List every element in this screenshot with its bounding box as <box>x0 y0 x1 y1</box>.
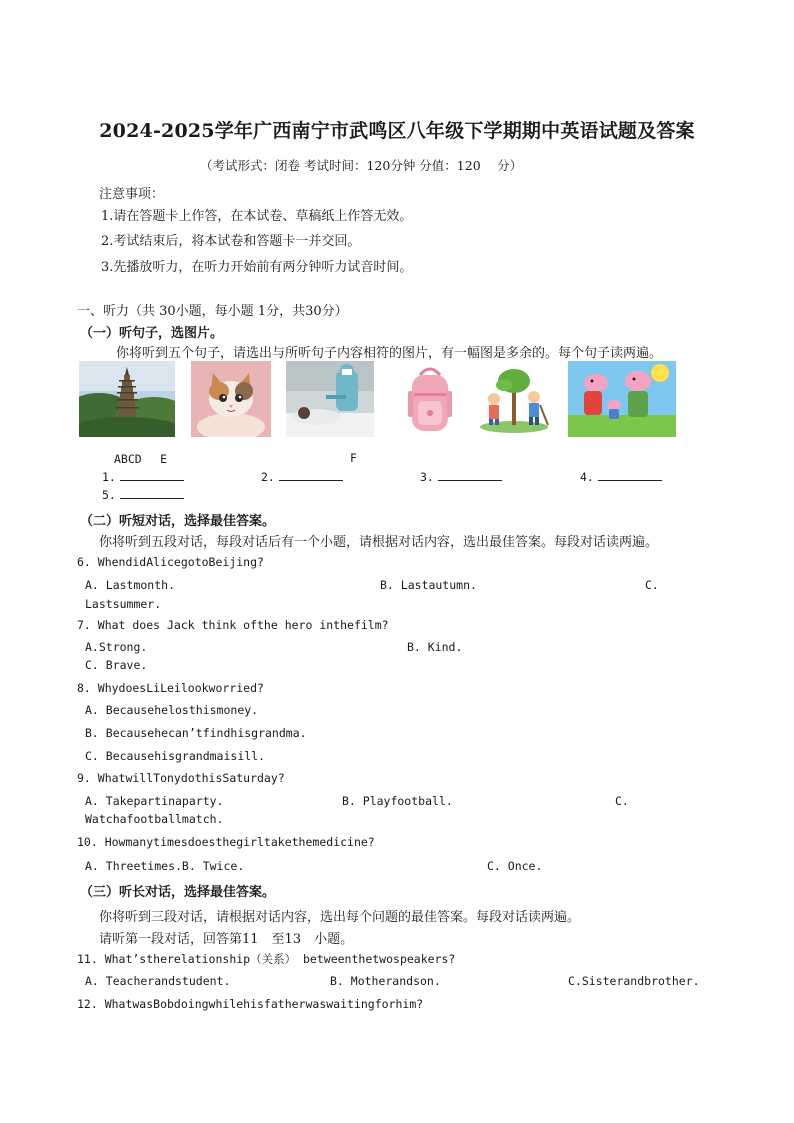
pagoda-on-hill-image <box>79 361 175 437</box>
q9-option-a[interactable]: A. Takepartinaparty. <box>85 794 224 808</box>
part3-instruction-2: 请听第一段对话，回答第11 至13 小题。 <box>99 932 354 947</box>
question-10: 10. Howmanytimesdoesthegirltakethemedicine? <box>77 835 375 849</box>
answer-blank-5[interactable]: 5. <box>102 487 184 502</box>
question-9: 9. WhatwillTonydothisSaturday? <box>77 771 285 785</box>
note-item: 2.考试结束后，将本试卷和答题卡一并交回。 <box>101 234 361 249</box>
note-item: 3.先播放听力，在听力开始前有两分钟听力试音时间。 <box>101 260 413 275</box>
q7-option-c[interactable]: C. Brave. <box>85 658 148 672</box>
q9-option-b[interactable]: B. Playfootball. <box>342 794 453 808</box>
question-8: 8. WhydoesLiLeilookworried? <box>77 681 264 695</box>
question-7: 7. What does Jack think ofthe hero inthefilm? <box>77 618 389 632</box>
q10-option-c[interactable]: C. Once. <box>487 859 543 873</box>
q7-option-b[interactable]: B. Kind. <box>407 640 463 654</box>
question-12: 12. WhatwasBobdoingwhilehisfatherwaswaitingforhim? <box>77 997 424 1011</box>
q6-option-c-text[interactable]: Lastsummer. <box>85 597 162 611</box>
q7-option-a[interactable]: A.Strong. <box>85 640 148 654</box>
hospital-patient-image <box>286 361 374 437</box>
note-item: 1.请在答题卡上作答，在本试卷、草稿纸上作答无效。 <box>101 209 413 224</box>
exam-info: （考试形式：闭卷 考试时间：120分钟 分值：120 分） <box>200 158 523 173</box>
answer-blank-4[interactable]: 4. <box>580 469 662 484</box>
kitten-image <box>191 361 271 437</box>
q10-options-ab[interactable]: A. Threetimes.B. Twice. <box>85 859 245 873</box>
question-11: 11. What’stherelationship（关系） betweenthetwospeakers? <box>77 952 456 966</box>
q9-option-c[interactable]: C. <box>615 794 629 808</box>
q11-option-c[interactable]: C.Sisterandbrother. <box>568 974 700 988</box>
q6-option-a[interactable]: A. Lastmonth. <box>85 578 176 592</box>
page-title: 2024-2025学年广西南宁市武鸣区八年级下学期期中英语试题及答案 <box>99 120 695 142</box>
notes-heading: 注意事项： <box>99 187 165 202</box>
q6-option-c[interactable]: C. <box>645 578 659 592</box>
q11-option-b[interactable]: B. Motherandson. <box>330 974 441 988</box>
question-6: 6. WhendidAlicegotoBeijing? <box>77 555 264 569</box>
peppa-pig-image <box>568 361 676 437</box>
section1-heading: 一、听力（共 30小题，每小题 1分，共30分） <box>77 304 348 319</box>
part1-instruction: 你将听到五个句子，请选出与所听句子内容相符的图片，有一幅图是多余的。每个句子读两遍。 <box>116 346 663 361</box>
answer-blank-2[interactable]: 2. <box>261 469 343 484</box>
q8-option-a[interactable]: A. Becausehelosthismoney. <box>85 703 259 717</box>
part3-heading: （三）听长对话，选择最佳答案。 <box>80 885 276 900</box>
image-labels: ABCD E <box>114 452 168 466</box>
q8-option-b[interactable]: B. Becausehecan’tfindhisgrandma. <box>85 726 307 740</box>
part1-heading: （一）听句子，选图片。 <box>80 326 224 341</box>
answer-blank-1[interactable]: 1. <box>102 469 184 484</box>
pink-backpack-image <box>390 361 470 437</box>
q11-option-a[interactable]: A. Teacherandstudent. <box>85 974 231 988</box>
part2-heading: （二）听短对话，选择最佳答案。 <box>80 514 276 529</box>
part3-instruction: 你将听到三段对话，请根据对话内容，选出每个问题的最佳答案。每段对话读两遍。 <box>99 910 581 925</box>
q9-option-c-text[interactable]: Watchafootballmatch. <box>85 812 224 826</box>
q8-option-c[interactable]: C. Becausehisgrandmaisill. <box>85 749 266 763</box>
q6-option-b[interactable]: B. Lastautumn. <box>380 578 477 592</box>
answer-blank-3[interactable]: 3. <box>420 469 502 484</box>
part2-instruction: 你将听到五段对话，每段对话后有一个小题，请根据对话内容，选出最佳答案。每段对话读两遍。 <box>99 535 659 550</box>
kids-planting-tree-image <box>474 361 554 437</box>
image-label-f: F <box>350 451 357 465</box>
